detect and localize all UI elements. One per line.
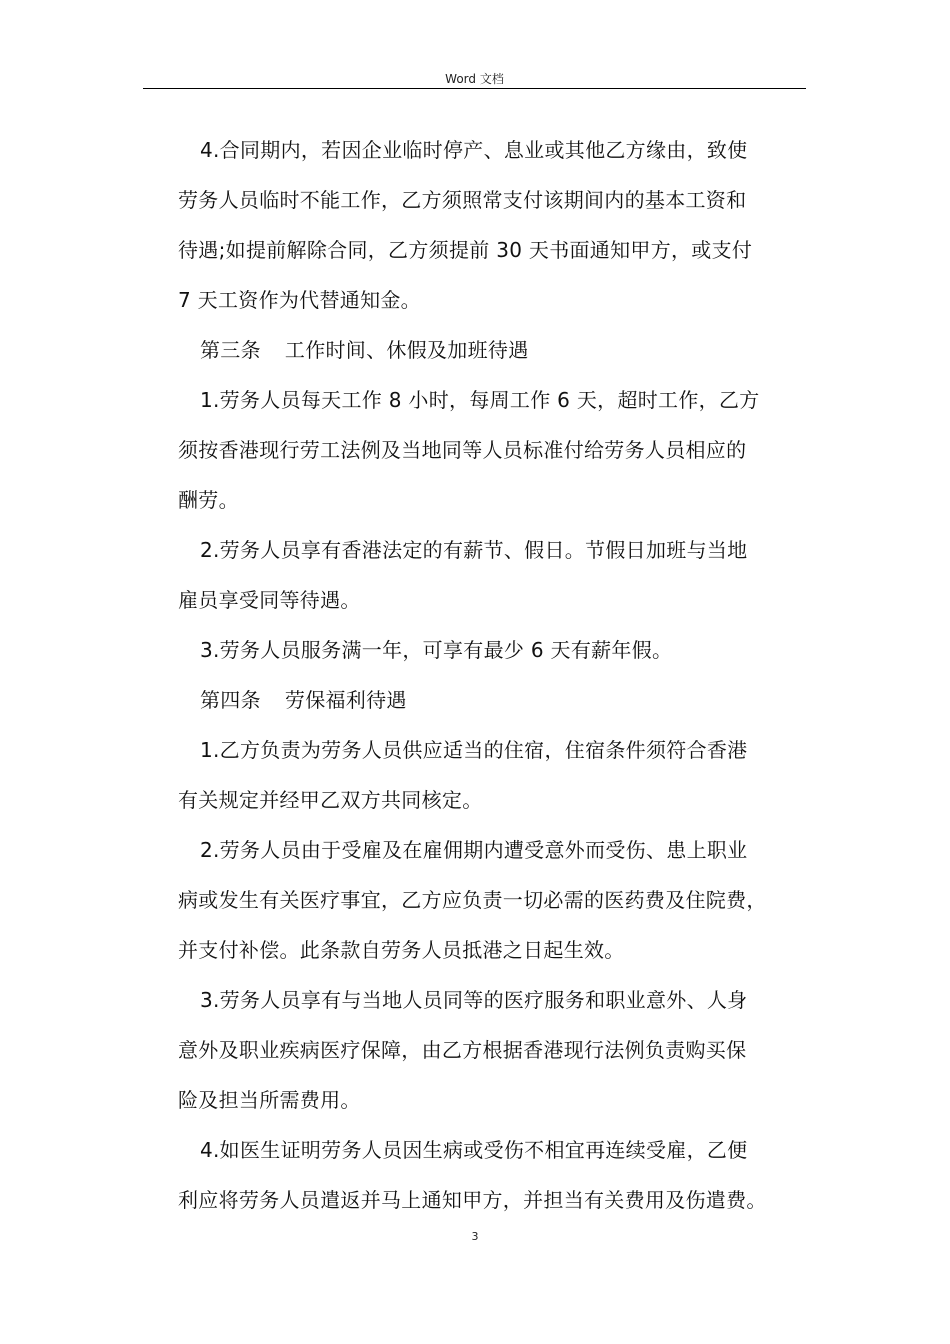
paragraph-line: 酬劳。: [178, 488, 239, 512]
paragraph-line: 4.如医生证明劳务人员因生病或受伤不相宜再连续受雇，乙便: [200, 1138, 748, 1162]
paragraph-line: 2.劳务人员享有香港法定的有薪节、假日。节假日加班与当地: [200, 538, 748, 562]
paragraph-line: 雇员享受同等待遇。: [178, 588, 361, 612]
article-title: 劳保福利待遇: [284, 688, 407, 712]
paragraph-line: 7 天工资作为代替通知金。: [178, 288, 421, 312]
article-heading-3: [200, 337, 529, 363]
paragraph-line: 病或发生有关医疗事宜，乙方应负责一切必需的医药费及住院费，: [178, 888, 767, 912]
header-divider: [143, 88, 806, 89]
paragraph-line: 险及担当所需费用。: [178, 1088, 361, 1112]
paragraph-line: 有关规定并经甲乙双方共同核定。: [178, 788, 483, 812]
article-heading-4: [200, 687, 407, 713]
paragraph-line: 利应将劳务人员遣返并马上通知甲方，并担当有关费用及伤遣费。: [178, 1188, 767, 1212]
paragraph-line: 3.劳务人员服务满一年，可享有最少 6 天有薪年假。: [200, 638, 673, 662]
paragraph-line: 劳务人员临时不能工作，乙方须照常支付该期间内的基本工资和: [178, 188, 747, 212]
paragraph-line: 意外及职业疾病医疗保障，由乙方根据香港现行法例负责购买保: [178, 1038, 747, 1062]
article-number: 第三条: [200, 338, 261, 362]
page-header: Word 文档: [445, 72, 504, 86]
page-number: 3: [471, 1230, 479, 1243]
paragraph-line: 2.劳务人员由于受雇及在雇佣期内遭受意外而受伤、患上职业: [200, 838, 748, 862]
article-title: 工作时间、休假及加班待遇: [284, 338, 529, 362]
paragraph-line: 须按香港现行劳工法例及当地同等人员标准付给劳务人员相应的: [178, 438, 747, 462]
paragraph-line: 待遇;如提前解除合同，乙方须提前 30 天书面通知甲方，或支付: [178, 238, 753, 262]
paragraph-line: 1.劳务人员每天工作 8 小时，每周工作 6 天，超时工作，乙方: [200, 388, 760, 412]
paragraph-line: 并支付补偿。此条款自劳务人员抵港之日起生效。: [178, 938, 625, 962]
paragraph-line: 3.劳务人员享有与当地人员同等的医疗服务和职业意外、人身: [200, 988, 748, 1012]
paragraph-line: 4.合同期内，若因企业临时停产、息业或其他乙方缘由，致使: [200, 138, 748, 162]
paragraph-line: 1.乙方负责为劳务人员供应适当的住宿，住宿条件须符合香港: [200, 738, 748, 762]
article-number: 第四条: [200, 688, 261, 712]
